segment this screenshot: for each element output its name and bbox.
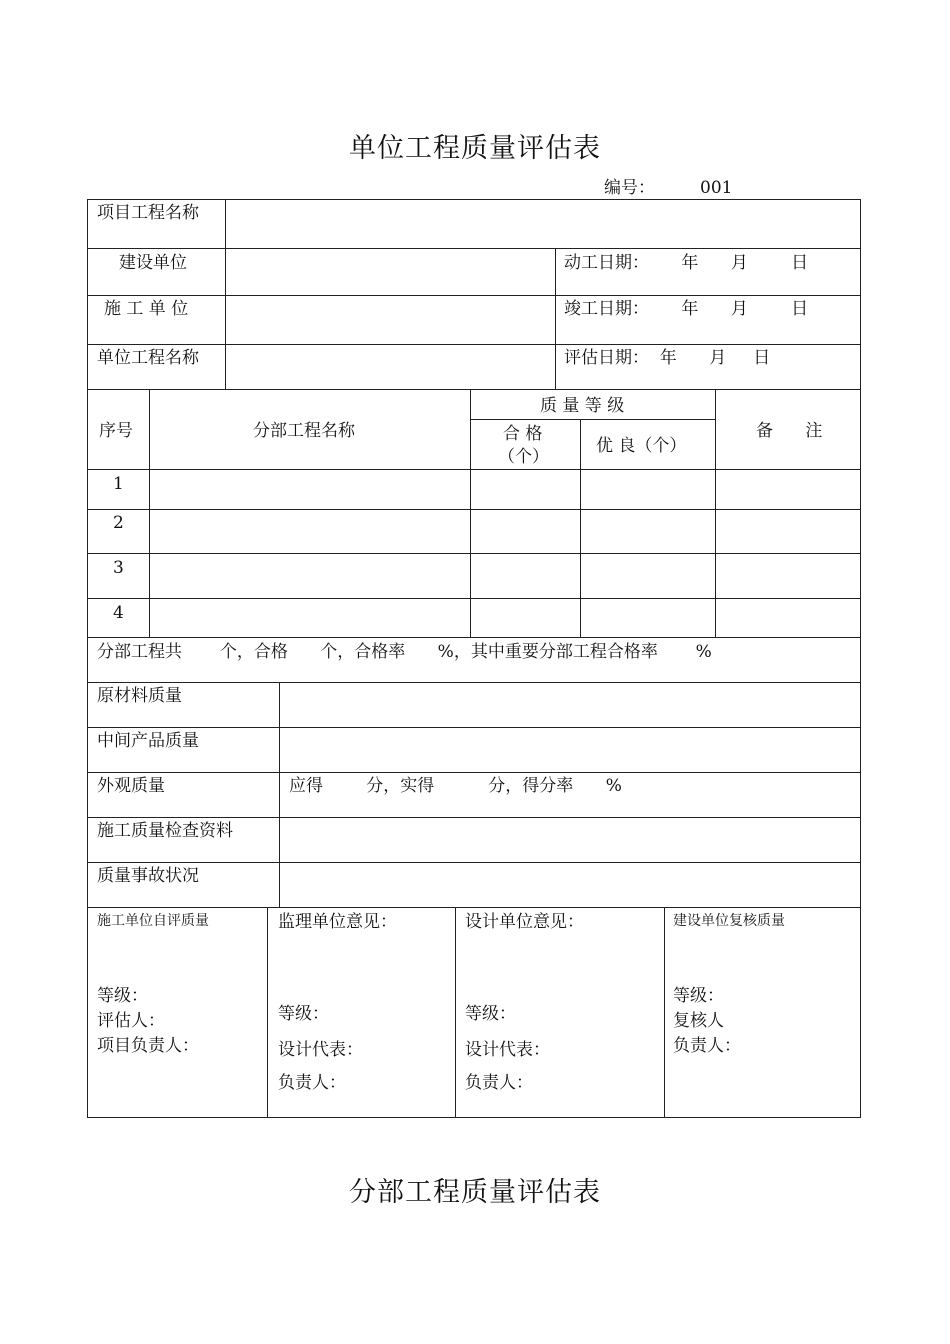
eval-date[interactable]: 评估日期： 年 月 日: [564, 348, 771, 368]
raw-material-label: 原材料质量: [97, 686, 182, 706]
next-section-title: 分部工程质量评估表: [349, 1177, 601, 1208]
finish-date[interactable]: 竣工日期： 年 月 日: [564, 299, 809, 319]
supervisor-leader: 负责人：: [278, 1073, 346, 1093]
intermediate-label: 中间产品质量: [97, 731, 199, 751]
col-pass-header: 合 格: [503, 424, 543, 444]
col-remark-header: 备 注: [756, 421, 823, 441]
owner-leader: 负责人：: [673, 1036, 741, 1056]
project-name-label: 项目工程名称: [97, 203, 199, 223]
designer-rep: 设计代表：: [465, 1040, 550, 1060]
col-grade-header: 质 量 等 级: [540, 396, 625, 416]
accidents-label: 质量事故状况: [97, 866, 199, 886]
page-title: 单位工程质量评估表: [349, 133, 601, 164]
contractor-opinion-title: 施工单位自评质量: [97, 913, 209, 929]
supervisor-rep: 设计代表：: [278, 1040, 363, 1060]
row-number: 1: [113, 474, 124, 494]
contractor-evaluator: 评估人：: [97, 1011, 165, 1031]
col-pass-unit: （个）: [498, 447, 549, 467]
contractor-label: 施 工 单 位: [104, 299, 189, 319]
row-number: 3: [113, 558, 124, 578]
col-no-header: 序号: [99, 421, 133, 441]
unit-project-label: 单位工程名称: [97, 348, 199, 368]
inspection-docs-field[interactable]: [280, 818, 860, 862]
row-number: 2: [113, 513, 124, 533]
designer-grade: 等级：: [465, 1004, 516, 1024]
supervisor-grade: 等级：: [278, 1004, 329, 1024]
col-name-header: 分部工程名称: [253, 421, 355, 441]
row-number: 4: [113, 603, 124, 623]
intermediate-field[interactable]: [280, 728, 860, 772]
accidents-field[interactable]: [280, 863, 860, 907]
col-excellent-header: 优 良（个）: [596, 436, 687, 456]
contractor-field[interactable]: [226, 296, 555, 344]
unit-project-field[interactable]: [226, 345, 555, 389]
inspection-docs-label: 施工质量检查资料: [97, 821, 233, 841]
summary-line: 分部工程共 个，合格 个，合格率 %，其中重要分部工程合格率 %: [97, 642, 712, 662]
serial-value: 001: [700, 178, 733, 198]
appearance-score[interactable]: 应得 分，实得 分，得分率 %: [289, 776, 622, 796]
serial-label: 编号：: [604, 178, 655, 198]
owner-grade: 等级：: [673, 986, 724, 1006]
owner-reviewer: 复核人: [673, 1011, 724, 1031]
builder-label: 建设单位: [119, 253, 187, 273]
raw-material-field[interactable]: [280, 683, 860, 727]
contractor-leader: 项目负责人：: [97, 1036, 199, 1056]
owner-opinion-title: 建设单位复核质量: [673, 913, 785, 929]
builder-field[interactable]: [226, 249, 555, 295]
appearance-label: 外观质量: [97, 776, 165, 796]
contractor-grade: 等级：: [97, 986, 148, 1006]
designer-leader: 负责人：: [465, 1073, 533, 1093]
start-date[interactable]: 动工日期： 年 月 日: [564, 253, 809, 273]
supervisor-opinion-title: 监理单位意见：: [278, 912, 397, 932]
project-name-field[interactable]: [226, 200, 860, 248]
designer-opinion-title: 设计单位意见：: [465, 912, 584, 932]
